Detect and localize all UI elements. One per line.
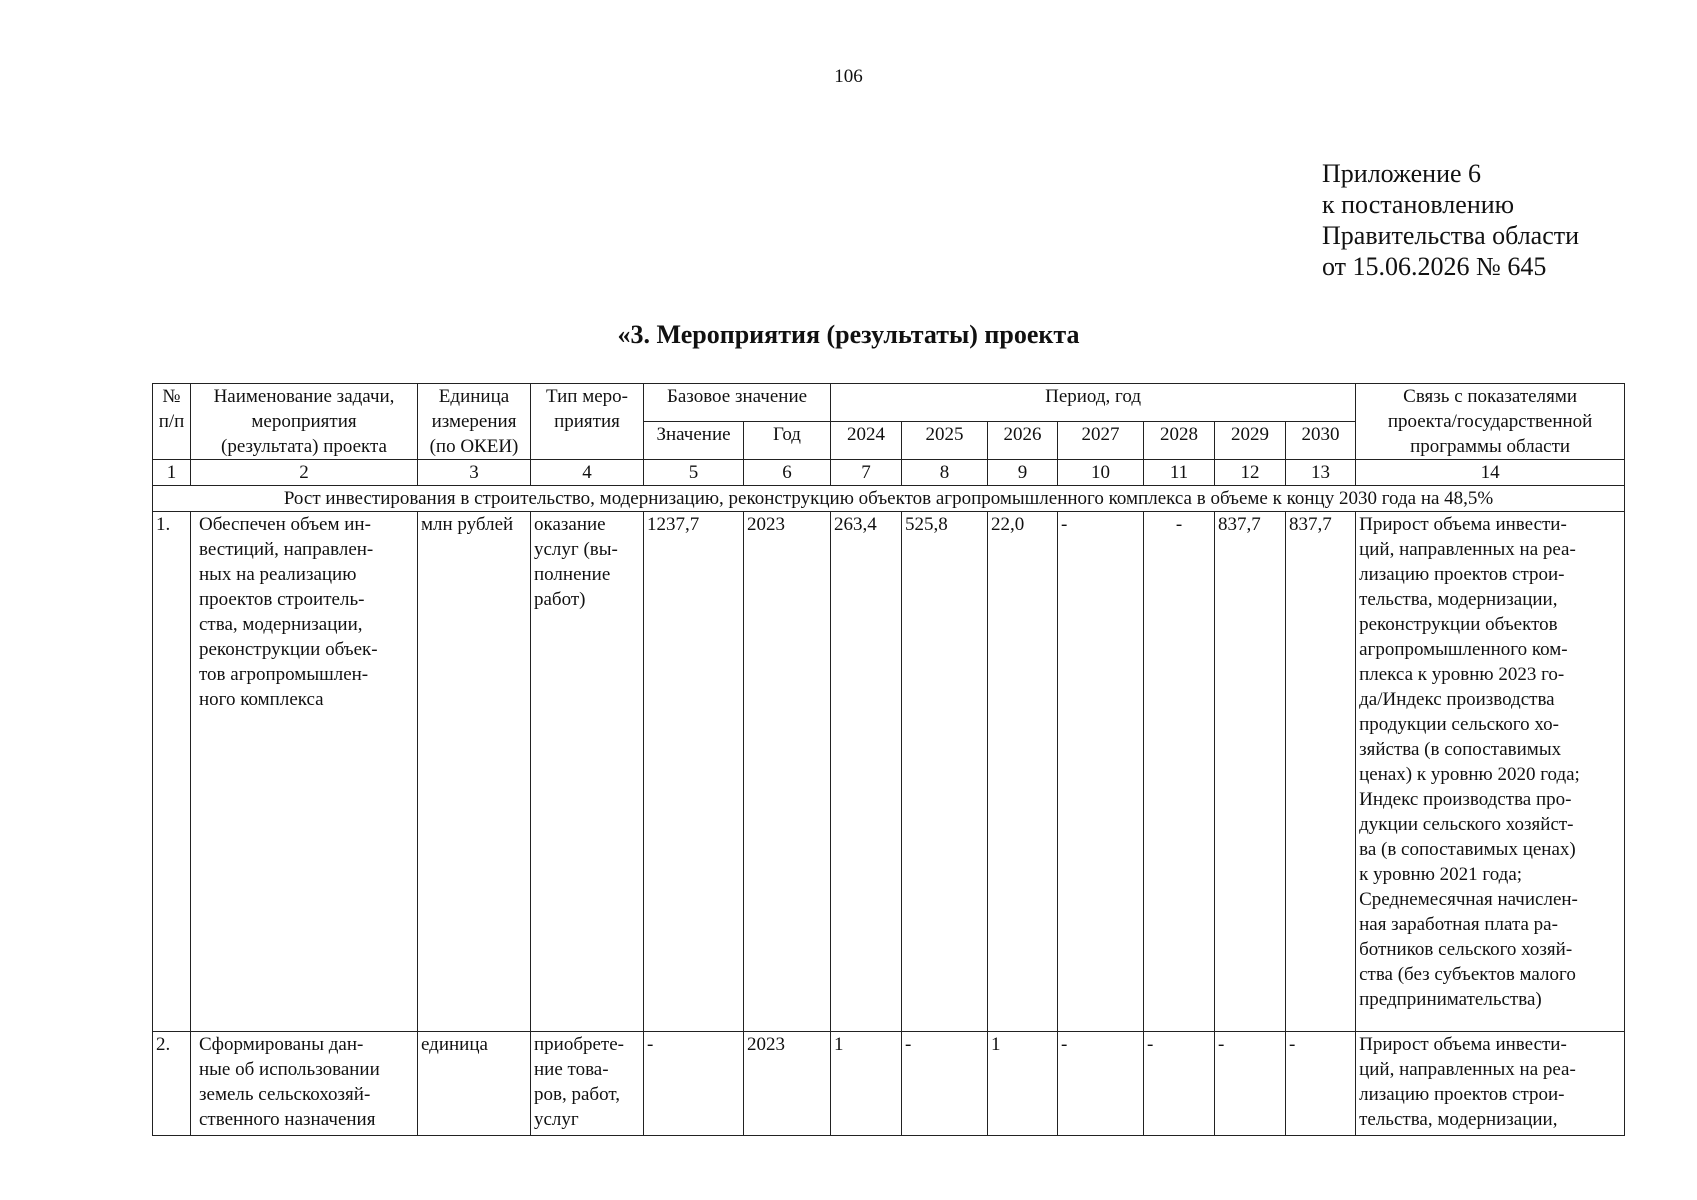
row-num: 1. [153, 512, 191, 1032]
row-year-value: 1 [988, 1032, 1058, 1136]
column-number-row [153, 460, 1625, 486]
header-year: 2030 [1286, 422, 1356, 460]
column-number: 11 [1144, 460, 1215, 486]
appendix-line: к постановлению [1322, 190, 1515, 219]
appendix-line: Приложение 6 [1322, 159, 1482, 188]
appendix-block [1322, 158, 1579, 282]
row-base-value: - [644, 1032, 744, 1136]
row-year-value: 263,4 [831, 512, 902, 1032]
row-type: оказание услуг (вы- полнение работ) [531, 512, 644, 1032]
row-base-value: 1237,7 [644, 512, 744, 1032]
row-name: Сформированы дан- ные об использовании земель сельскохозяй- ственного назначения [191, 1032, 418, 1136]
row-link: Прирост объема инвести- ций, направленных на реа- лизацию проектов строи- тельства, модернизации, [1356, 1032, 1625, 1136]
measures-table [152, 383, 1625, 1136]
page-number: 106 [834, 66, 863, 87]
section-row [153, 486, 1625, 512]
header-year: 2024 [831, 422, 902, 460]
header-row-1 [153, 384, 1625, 422]
row-type: приобрете- ние това- ров, работ, услуг [531, 1032, 644, 1136]
row-year-value: - [1286, 1032, 1356, 1136]
column-number: 14 [1356, 460, 1625, 486]
row-year-value: - [1058, 512, 1144, 1032]
appendix-line: Правительства области [1322, 221, 1580, 250]
header-period: Период, год [831, 384, 1356, 422]
row-year-value: 837,7 [1286, 512, 1356, 1032]
header-year: 2025 [902, 422, 988, 460]
row-year-value: - [1144, 1032, 1215, 1136]
section-title: Рост инвестирования в строительство, модернизацию, реконструкцию объектов агропромышленного комплекса в объеме к концу 2030 года на 48,5% [153, 486, 1625, 512]
column-number: 5 [644, 460, 744, 486]
header-year: 2028 [1144, 422, 1215, 460]
row-name: Обеспечен объем ин- вестиций, направлен- ных на реализацию проектов строитель- ства, модернизации, реконструкции объек- тов агропромышлен- ного комплекса [191, 512, 418, 1032]
header-year: 2029 [1215, 422, 1286, 460]
row-year-value: 525,8 [902, 512, 988, 1032]
row-year-value: - [1058, 1032, 1144, 1136]
row-year-value: 22,0 [988, 512, 1058, 1032]
header-unit: Единица измерения (по ОКЕИ) [418, 384, 531, 460]
header-base-value: Значение [644, 422, 744, 460]
table-row [153, 512, 1625, 1032]
header-base: Базовое значение [644, 384, 831, 422]
column-number: 1 [153, 460, 191, 486]
header-link: Связь с показателями проекта/государственной программы области [1356, 384, 1625, 460]
row-year-value: - [1144, 512, 1215, 1032]
column-number: 9 [988, 460, 1058, 486]
column-number: 8 [902, 460, 988, 486]
row-base-year: 2023 [744, 1032, 831, 1136]
header-base-year: Год [744, 422, 831, 460]
header-num: № п/п [153, 384, 191, 460]
table-row [153, 1032, 1625, 1136]
column-number: 7 [831, 460, 902, 486]
header-name: Наименование задачи, мероприятия (результата) проекта [191, 384, 418, 460]
row-year-value: - [902, 1032, 988, 1136]
column-number: 2 [191, 460, 418, 486]
row-unit: млн рублей [418, 512, 531, 1032]
header-year: 2026 [988, 422, 1058, 460]
row-link: Прирост объема инвести- ций, направленных на реа- лизацию проектов строи- тельства, модернизации, реконструкции объектов агропромышленного ком- плекса к уровню 2023 го- да/Индекс производства продукции сельского хо- зяйства (в сопоставимых ценах) к уровню 2020 года; Индекс производства про- дукции сельского хозяйст- ва (в сопоставимых ценах) к уровню 2021 года; Среднемесячная начислен- ная заработная плата ра- ботников сельского хозяй- ства (без субъектов малого предпринимательства) [1356, 512, 1625, 1032]
row-num: 2. [153, 1032, 191, 1136]
column-number: 10 [1058, 460, 1144, 486]
column-number: 6 [744, 460, 831, 486]
header-type: Тип меро- приятия [531, 384, 644, 460]
header-year: 2027 [1058, 422, 1144, 460]
column-number: 12 [1215, 460, 1286, 486]
document-title: «3. Мероприятия (результаты) проекта [617, 320, 1080, 349]
column-number: 4 [531, 460, 644, 486]
row-base-year: 2023 [744, 512, 831, 1032]
row-year-value: 837,7 [1215, 512, 1286, 1032]
appendix-line: от 15.06.2026 № 645 [1322, 252, 1547, 281]
row-year-value: - [1215, 1032, 1286, 1136]
row-year-value: 1 [831, 1032, 902, 1136]
row-unit: единица [418, 1032, 531, 1136]
column-number: 13 [1286, 460, 1356, 486]
column-number: 3 [418, 460, 531, 486]
